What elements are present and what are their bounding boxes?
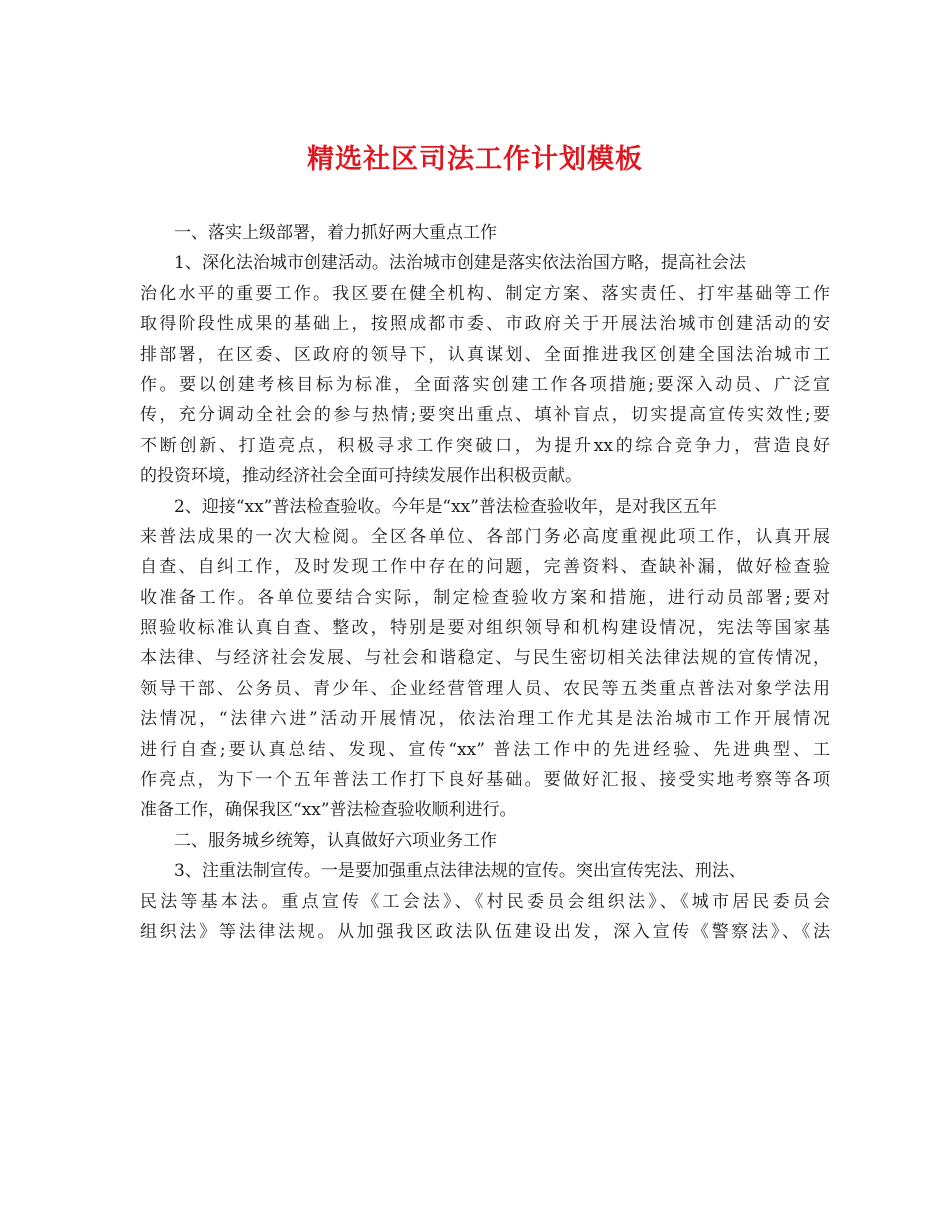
paragraph-line: 进行自查;要认真总结、发现、宣传“xx” 普法工作中的先进经验、先进典型、工 bbox=[140, 739, 830, 760]
paragraph-line: 照验收标准认真自查、整改，特别是要对组织领导和机构建设情况，宪法等国家基 bbox=[140, 618, 830, 639]
paragraph-line: 不断创新、打造亮点，积极寻求工作突破口，为提升xx的综合竞争力，营造良好 bbox=[140, 435, 830, 456]
paragraph-line: 来普法成果的一次大检阅。全区各单位、各部门务必高度重视此项工作，认真开展 bbox=[140, 526, 830, 547]
page-title: 精选社区司法工作计划模板 bbox=[307, 144, 643, 175]
paragraph-line: 本法律、与经济社会发展、与社会和谐稳定、与民生密切相关法律法规的宣传情况， bbox=[140, 648, 830, 669]
paragraph-line: 自查、自纠工作，及时发现工作中存在的问题，完善资料、查缺补漏，做好检查验 bbox=[140, 557, 830, 578]
document-body bbox=[140, 218, 830, 947]
paragraph-line: 收准备工作。各单位要结合实际，制定检查验收方案和措施，进行动员部署;要对 bbox=[140, 587, 830, 608]
paragraph-line: 作。要以创建考核目标为标准，全面落实创建工作各项措施;要深入动员、广泛宣 bbox=[140, 374, 830, 395]
paragraph-line: 排部署，在区委、区政府的领导下，认真谋划、全面推进我区创建全国法治城市工 bbox=[140, 344, 830, 365]
paragraph-line: 传，充分调动全社会的参与热情;要突出重点、填补盲点，切实提高宣传实效性;要 bbox=[140, 405, 830, 426]
paragraph-line: 3、注重法制宣传。一是要加强重点法律法规的宣传。突出宣传宪法、刑法、 bbox=[174, 861, 746, 882]
paragraph-line: 作亮点，为下一个五年普法工作打下良好基础。要做好汇报、接受实地考察等各项 bbox=[140, 770, 830, 791]
paragraph-line: 1、深化法治城市创建活动。法治城市创建是落实依法治国方略，提高社会法 bbox=[174, 253, 746, 274]
paragraph-line: 组织法》等法律法规。从加强我区政法队伍建设出发，深入宣传《警察法》、《法 bbox=[140, 921, 830, 942]
section-heading: 二、服务城乡统筹，认真做好六项业务工作 bbox=[174, 830, 497, 851]
paragraph-line: 2、迎接“xx”普法检查验收。今年是“xx”普法检查验收年，是对我区五年 bbox=[174, 496, 717, 517]
paragraph-line: 领导干部、公务员、青少年、企业经营管理人员、农民等五类重点普法对象学法用 bbox=[140, 678, 830, 699]
section-heading: 一、落实上级部署，着力抓好两大重点工作 bbox=[174, 223, 497, 243]
paragraph-line: 民法等基本法。重点宣传《工会法》、《村民委员会组织法》、《城市居民委员会 bbox=[140, 891, 830, 912]
paragraph-line: 法情况，“法律六进”活动开展情况，依法治理工作尤其是法治城市工作开展情况 bbox=[140, 709, 830, 730]
paragraph-line: 的投资环境，推动经济社会全面可持续发展作出积极贡献。 bbox=[140, 466, 582, 487]
paragraph-line: 取得阶段性成果的基础上，按照成都市委、市政府关于开展法治城市创建活动的安 bbox=[140, 314, 830, 335]
paragraph-line: 准备工作，确保我区“xx”普法检查验收顺利进行。 bbox=[140, 800, 517, 821]
paragraph-line: 治化水平的重要工作。我区要在健全机构、制定方案、落实责任、打牢基础等工作 bbox=[140, 283, 830, 304]
